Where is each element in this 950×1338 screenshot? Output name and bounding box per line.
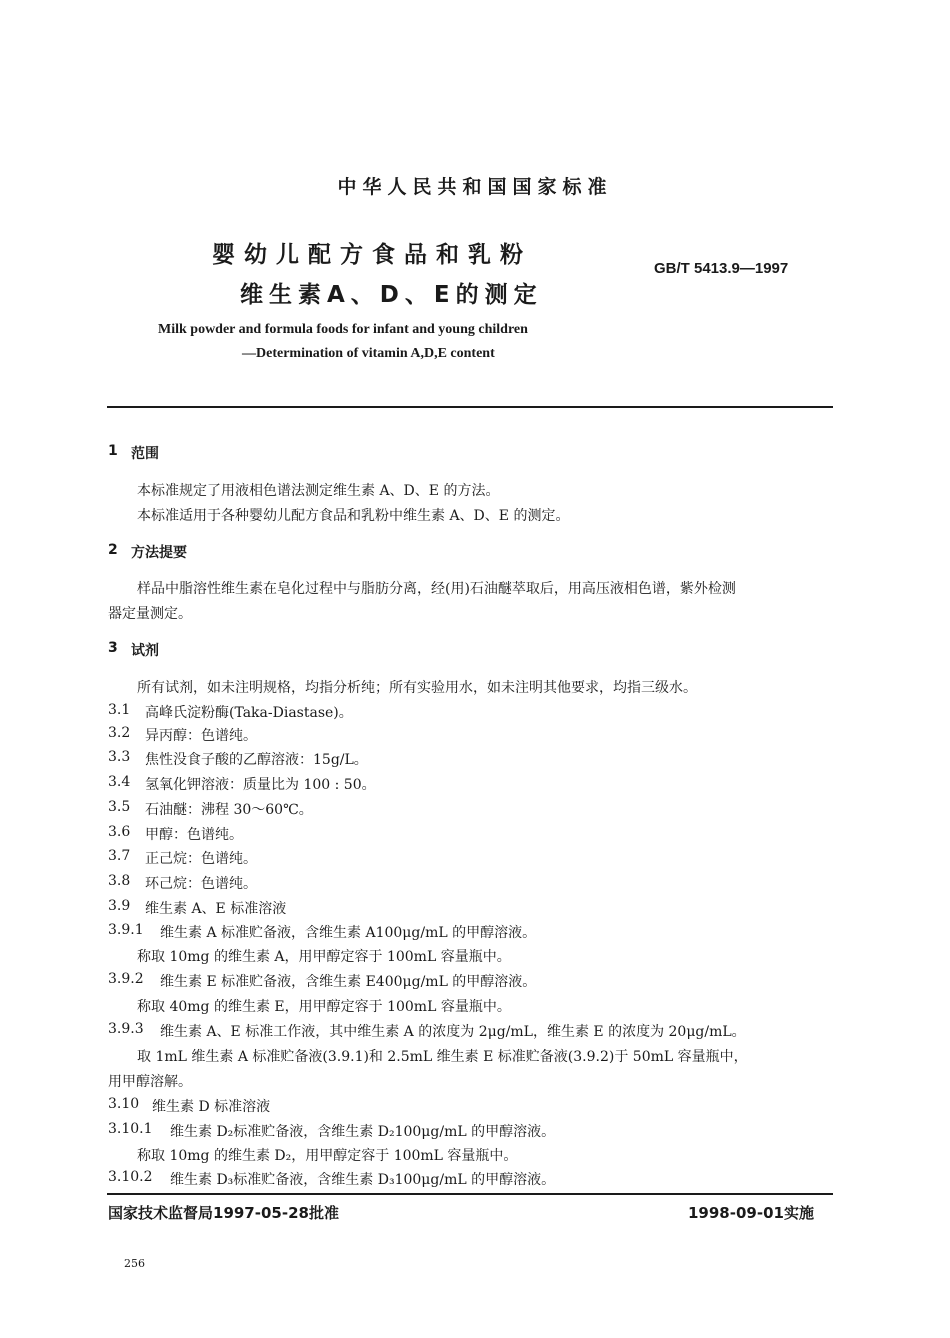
- item-number: 3.4: [108, 774, 131, 790]
- item-number: 3.3: [108, 749, 131, 765]
- item-number: 3.9: [108, 898, 131, 914]
- title-line-2: 维生素A、D、E的测定: [240, 282, 543, 308]
- item-text: 维生素 D₂标准贮备液，含维生素 D₂100μg/mL 的甲醇溶液。: [170, 1124, 556, 1140]
- section-3-title: 试剂: [131, 643, 159, 659]
- footer-divider: [107, 1193, 833, 1195]
- item-number: 3.6: [108, 824, 131, 840]
- page-number: 256: [124, 1257, 145, 1270]
- implementation-date: 1998-09-01实施: [688, 1204, 814, 1222]
- item-text: 高峰氏淀粉酶(Taka-Diastase)。: [145, 705, 353, 721]
- section-1-paragraph-1: 本标准规定了用液相色谱法测定维生素 A、D、E 的方法。: [137, 483, 500, 499]
- item-number: 3.10.2: [108, 1169, 153, 1185]
- item-text: 称取 10mg 的维生素 A，用甲醇定容于 100mL 容量瓶中。: [137, 949, 511, 965]
- item-number: 3.8: [108, 873, 131, 889]
- section-1-number: 1: [108, 443, 118, 459]
- section-2-paragraph-2: 器定量测定。: [108, 606, 192, 622]
- section-3-number: 3: [108, 640, 118, 656]
- item-text: 维生素 A、E 标准工作液，其中维生素 A 的浓度为 2μg/mL，维生素 E 的浓度为 20μg/mL。: [160, 1024, 746, 1040]
- header-divider: [107, 406, 833, 408]
- item-number: 3.5: [108, 799, 131, 815]
- item-text: 维生素 E 标准贮备液，含维生素 E400μg/mL 的甲醇溶液。: [160, 974, 537, 990]
- item-number: 3.9.3: [108, 1021, 144, 1037]
- section-1-title: 范围: [131, 446, 159, 462]
- item-text: 焦性没食子酸的乙醇溶液：15g/L。: [145, 752, 368, 768]
- item-text: 称取 40mg 的维生素 E，用甲醇定容于 100mL 容量瓶中。: [137, 999, 511, 1015]
- item-number: 3.7: [108, 848, 131, 864]
- national-standard-heading: 中华人民共和国国家标准: [337, 176, 613, 198]
- item-number: 3.10.1: [108, 1121, 153, 1137]
- section-2-paragraph-1: 样品中脂溶性维生素在皂化过程中与脂肪分离，经(用)石油醚萃取后，用高压液相色谱，紫外检测: [137, 581, 736, 597]
- item-text: 异丙醇：色谱纯。: [145, 728, 257, 744]
- item-text: 甲醇：色谱纯。: [145, 827, 243, 843]
- item-text: 环己烷：色谱纯。: [145, 876, 257, 892]
- item-text: 维生素 A 标准贮备液，含维生素 A100μg/mL 的甲醇溶液。: [160, 925, 537, 941]
- english-title-line-2: —Determination of vitamin A,D,E content: [242, 346, 495, 361]
- item-text: 正己烷：色谱纯。: [145, 851, 257, 867]
- item-number: 3.9.2: [108, 971, 144, 987]
- section-2-title: 方法提要: [131, 545, 187, 561]
- section-2-number: 2: [108, 542, 118, 558]
- standard-number: GB/T 5413.9—1997: [654, 260, 789, 277]
- section-3-intro: 所有试剂，如未注明规格，均指分析纯；所有实验用水，如未注明其他要求，均指三级水。: [137, 680, 697, 696]
- item-number: 3.9.1: [108, 922, 144, 938]
- item-text: 石油醚：沸程 30～60℃。: [145, 802, 313, 818]
- item-number: 3.2: [108, 725, 131, 741]
- approval-line: 国家技术监督局1997-05-28批准: [108, 1204, 339, 1222]
- item-text: 用甲醇溶解。: [108, 1074, 192, 1090]
- title-line-1: 婴幼儿配方食品和乳粉: [212, 242, 532, 268]
- item-text: 称取 10mg 的维生素 D₂，用甲醇定容于 100mL 容量瓶中。: [137, 1148, 518, 1164]
- item-text: 维生素 A、E 标准溶液: [145, 901, 287, 917]
- item-number: 3.1: [108, 702, 131, 718]
- item-text: 维生素 D 标准溶液: [152, 1099, 271, 1115]
- item-text: 维生素 D₃标准贮备液，含维生素 D₃100μg/mL 的甲醇溶液。: [170, 1172, 556, 1188]
- item-text: 取 1mL 维生素 A 标准贮备液(3.9.1)和 2.5mL 维生素 E 标准贮备液(3.9.2)于 50mL 容量瓶中，: [137, 1049, 748, 1065]
- item-text: 氢氧化钾溶液：质量比为 100 : 50。: [145, 777, 376, 793]
- item-number: 3.10: [108, 1096, 140, 1112]
- section-1-paragraph-2: 本标准适用于各种婴幼儿配方食品和乳粉中维生素 A、D、E 的测定。: [137, 508, 570, 524]
- english-title-line-1: Milk powder and formula foods for infant and young children: [158, 322, 528, 337]
